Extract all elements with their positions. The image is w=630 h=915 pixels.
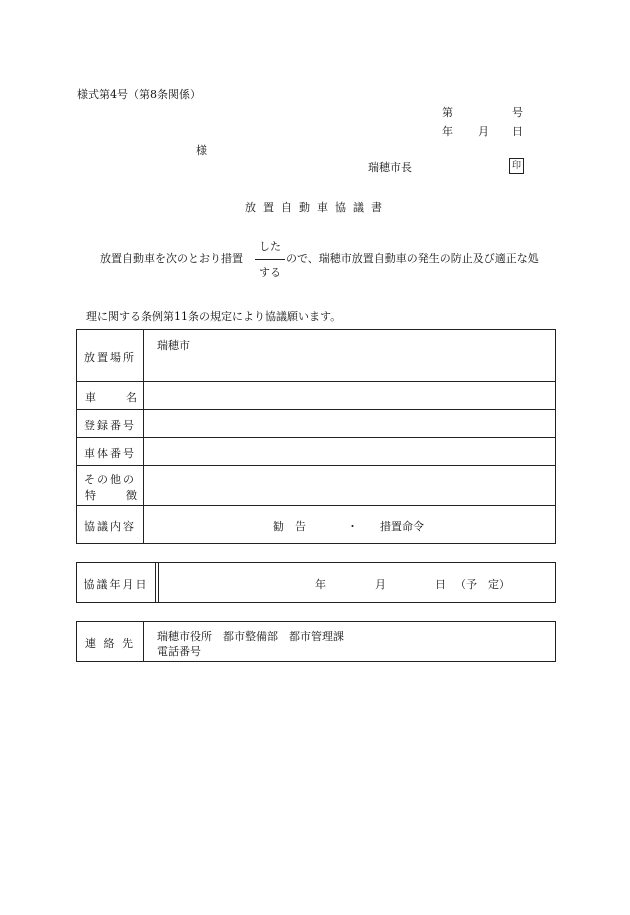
number-prefix: 第 <box>442 106 453 119</box>
other-label-2a: 特 <box>85 489 96 502</box>
contact-table <box>76 621 556 662</box>
location-value[interactable]: 瑞穂市 <box>157 339 190 352</box>
row-location <box>77 330 555 381</box>
measure-choice <box>255 238 285 280</box>
intro-line1-after: ので、瑞穂市放置自動車の発生の防止及び適正な処 <box>286 252 539 265</box>
date-label: 協議年月日 <box>83 578 149 591</box>
other-label-2b: 徴 <box>126 489 137 502</box>
date-year-label: 年 <box>315 578 326 591</box>
option-recommendation[interactable]: 勧 告 <box>273 520 306 533</box>
row-car-name <box>77 381 555 410</box>
option-separator: ・ <box>347 520 358 533</box>
number-suffix: 号 <box>512 106 523 119</box>
intro-line2: 理に関する条例第11条の規定により協議願います。 <box>86 310 342 323</box>
issuer-name: 瑞穂市長 <box>368 161 412 174</box>
row-chassis <box>77 437 555 466</box>
content-label: 協議内容 <box>84 520 136 533</box>
choice-bottom: する <box>259 266 281 279</box>
date-planned: （予 定） <box>455 578 510 591</box>
registration-label: 登録番号 <box>84 419 136 432</box>
option-order[interactable]: 措置命令 <box>380 520 424 533</box>
chassis-label: 車体番号 <box>84 447 136 460</box>
addressee-suffix: 様 <box>196 144 207 157</box>
form-number: 様式第4号（第8条関係） <box>77 88 201 101</box>
double-line <box>158 563 159 602</box>
row-content <box>77 505 555 544</box>
date-table <box>76 562 556 603</box>
date-month-label: 月 <box>375 578 386 591</box>
contact-label: 連 絡 先 <box>85 637 135 650</box>
car-name-label-1: 車 <box>85 391 96 404</box>
date-day: 日 <box>512 125 523 138</box>
details-table <box>76 329 556 544</box>
row-registration <box>77 409 555 438</box>
contact-phone: 電話番号 <box>157 645 201 658</box>
contact-office: 瑞穂市役所 都市整備部 都市管理課 <box>157 630 344 643</box>
row-other-features <box>77 465 555 506</box>
date-year: 年 <box>442 125 453 138</box>
document-title: 放置自動車協議書 <box>245 201 389 214</box>
date-day-label: 日 <box>435 578 446 591</box>
intro-line1-before: 放置自動車を次のとおり措置 <box>100 252 243 265</box>
choice-top: した <box>259 240 281 253</box>
choice-divider <box>255 259 285 260</box>
seal-stamp: 印 <box>509 158 524 174</box>
date-month: 月 <box>478 125 489 138</box>
car-name-label-2: 名 <box>126 391 137 404</box>
other-label-1: その他の <box>84 473 136 486</box>
location-label: 放置場所 <box>84 351 136 364</box>
